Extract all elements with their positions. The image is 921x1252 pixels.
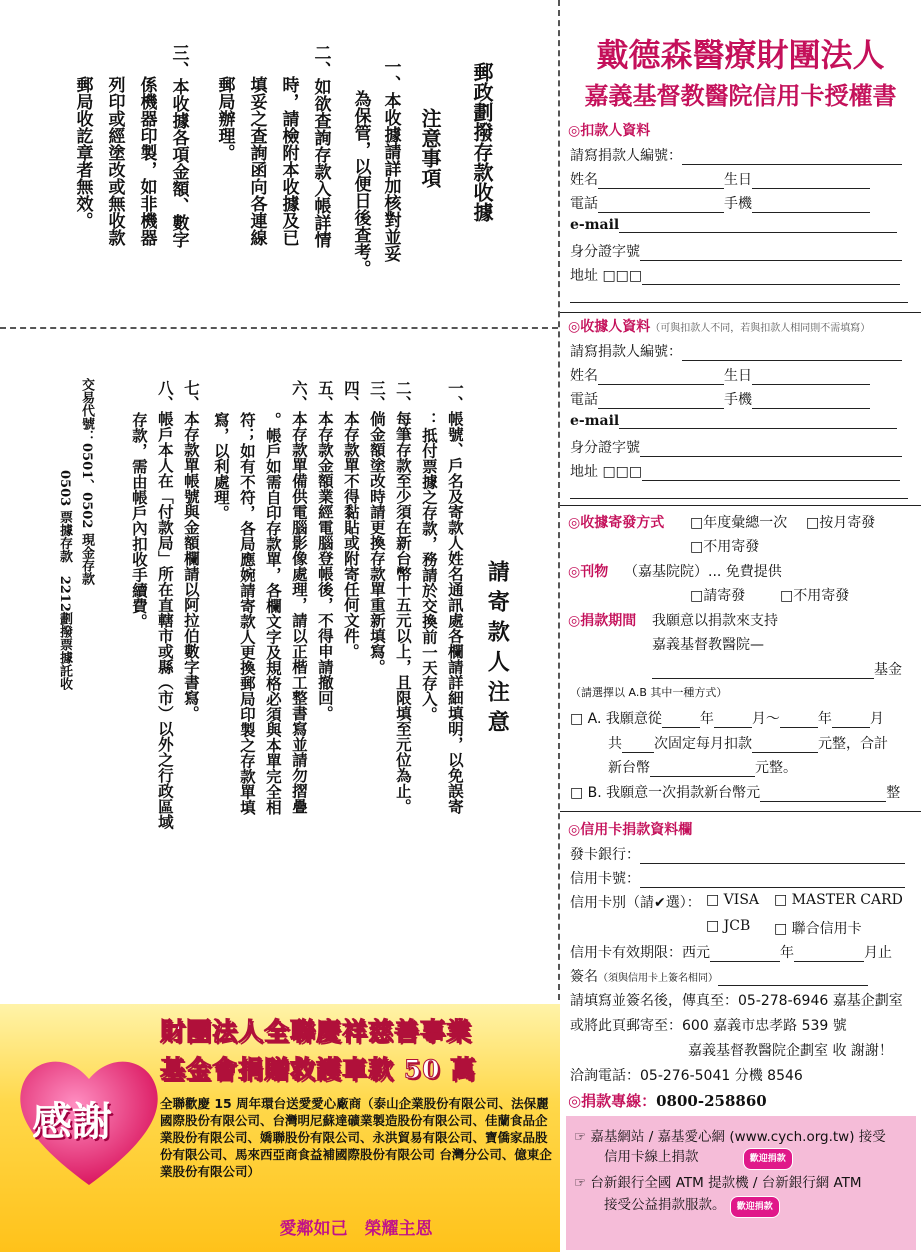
receipt-id-field[interactable] [570, 341, 902, 361]
pointing-hand-icon: ☞ [574, 1129, 587, 1145]
transaction-codes-2: 0503 票據存款 2212劃撥票據託收 [56, 470, 72, 690]
atm-line-1: ☞ 台新銀行全國 ATM 提款機 / 台新銀行網 ATM [574, 1175, 862, 1191]
donor-phone-row[interactable] [570, 193, 870, 213]
card-type-row [570, 892, 701, 912]
inquiry-phone: 洽詢電話：05-276-5041 分機 8546 [570, 1068, 803, 1084]
month-label: 月～ [751, 711, 780, 727]
sender-note-line: 符；如有不符，各局應婉請寄款人更換郵局印製之存款單填 [237, 412, 257, 815]
card-visa-checkbox[interactable]: □ VISA [706, 892, 760, 908]
card-number-field[interactable] [570, 868, 905, 888]
times-label: 共 [608, 736, 622, 752]
sender-note-line: 存款，需由帳戶內扣收手續費。 [129, 412, 149, 629]
phone-label: 電話 [570, 392, 598, 408]
receipt-note-3b: 係機器印製，如非機器 [136, 76, 157, 246]
publication-text: （嘉基院院）... 免費提供 [624, 564, 782, 580]
receipt-subtitle: 注意事項 [418, 108, 442, 188]
year-label: 年 [699, 711, 714, 727]
address-label: 地址 □□□ [570, 268, 643, 284]
phone-label: 電話 [570, 196, 598, 212]
bank-field[interactable] [570, 844, 905, 864]
receipt-section-heading: ◎收據人資料（可與扣款人不同，若與扣款人相同則不需填寫） [568, 319, 871, 335]
mail-method-heading: ◎收據寄發方式 [568, 515, 665, 531]
sender-note-line: 一、帳號、戶名及寄款人姓名通訊處各欄請詳細填明，以免誤寄 [445, 380, 465, 814]
email-label: e-mail [570, 413, 620, 429]
fund-field[interactable] [652, 659, 902, 679]
receipt-address-line-2[interactable] [570, 498, 908, 499]
mobile-label: 手機 [724, 196, 752, 212]
publication-heading: ◎刊物 [568, 564, 609, 580]
donor-address-row[interactable] [570, 265, 900, 285]
year-label: 年 [817, 711, 832, 727]
section-divider [560, 505, 921, 506]
welcome-badge[interactable]: 歡迎捐款 [743, 1148, 793, 1170]
banner-title-2: 基金會捐贈救護車款 50 萬 [160, 1055, 477, 1084]
sender-note-line: 二、每筆存款至少須在新台幣十五元以上，且限填至元位為止。 [393, 380, 413, 814]
sender-note-line: 六、本存款單備供電腦影像處理，請以正楷工整書寫並請勿摺疊 [289, 380, 309, 814]
banner-title-1: 財團法人全聯慶祥慈善事業 [160, 1017, 473, 1046]
hotline-number[interactable]: 0800-258860 [656, 1092, 767, 1110]
donor-name-row[interactable] [570, 169, 870, 189]
expiry-month-label: 月止 [864, 945, 892, 961]
sender-note-line: 五、本存款金額業經電腦登帳後，不得申請撤回。 [315, 380, 335, 721]
cut-line-horizontal [0, 327, 558, 329]
expiry-row[interactable] [570, 942, 892, 962]
sender-note-line: 八、帳戶本人在「付款局」所在直轄市或縣（市）以外之行政區域 [155, 380, 175, 830]
hotline-label: ◎捐款專線： [568, 1092, 657, 1110]
sender-note-line: 四、本存款單不得黏貼或附寄任何文件。 [341, 380, 361, 659]
sender-note-line: 寫，以利處理。 [211, 412, 231, 521]
name-label: 姓名 [570, 368, 598, 384]
period-text: 我願意以捐款來支持 [652, 613, 778, 629]
option-b-label: □ B. 我願意一次捐款新台幣元 [570, 785, 761, 801]
receipt-note-2c: 填妥之查詢函向各連線 [246, 76, 267, 246]
thanks-text: 感謝 [32, 1098, 112, 1145]
sender-note-line: 。帳戶如需自印存款單，各欄文字及規格必須與本單完全相 [263, 412, 283, 815]
sender-note-line: 三、倘金額塗改時請更換存款單重新填寫。 [367, 380, 387, 675]
sender-note-line: ：抵付票據之存款，務請於交換前一天存入。 [419, 412, 439, 722]
idno-label: 身分證字號 [570, 244, 640, 260]
expiry-year-label: 年 [780, 945, 794, 961]
signature-row[interactable] [570, 966, 868, 986]
monthly-label: 次固定每月扣款 [654, 736, 752, 752]
section-divider [560, 312, 921, 313]
receipt-note: （可與扣款人不同，若與扣款人相同則不需填寫） [650, 323, 871, 334]
receipt-idno-row[interactable] [570, 437, 902, 457]
donor-idno-row[interactable] [570, 241, 902, 261]
card-master-checkbox[interactable]: □ MASTER CARD [774, 892, 903, 908]
mail-option-yearly[interactable]: □年度彙總一次 [690, 515, 788, 531]
birthday-label: 生日 [724, 172, 752, 188]
online-line-2: 信用卡線上捐款 歡迎捐款 [604, 1148, 793, 1170]
publication-option-none[interactable]: □不用寄發 [780, 588, 850, 604]
donor-id-field[interactable] [570, 145, 902, 165]
banner-motto: 愛鄰如己 榮耀主恩 [279, 1219, 433, 1239]
address-label: 地址 □□□ [570, 464, 643, 480]
receipt-title: 郵政劃撥存款收據 [470, 62, 494, 222]
receipt-note-3a: 三、本收據各項金額、數字 [168, 44, 189, 248]
card-type-label: 信用卡別（請✔選）： [570, 895, 701, 911]
transaction-codes-1: 交易代號：0501、0502 現金存款 [78, 378, 94, 585]
period-heading: ◎捐款期間 [568, 613, 637, 629]
pointing-hand-icon: ☞ [574, 1175, 587, 1191]
card-section-heading: ◎信用卡捐款資料欄 [568, 822, 693, 838]
card-jcb-checkbox[interactable]: □ JCB [706, 918, 751, 934]
donor-email-row[interactable] [570, 217, 897, 233]
section-divider [560, 811, 921, 812]
banner-body: 全聯歡慶 15 周年環台送愛愛心廠商（泰山企業股份有限公司、法保麗國際股份有限公司、台灣明尼蘇達礦業製造股份有限公司、佳蘭食品企業股份有限公司、嬌聯股份有限公司、永洪貿易有限公司、寶僑家品股份有限公司、馬來西亞商食益補國際股份有限公司 台灣分公司、億東企業股份有限公司） [160, 1096, 552, 1179]
mail-address: 或將此頁郵寄至：600 嘉義市忠孝路 539 號 [570, 1018, 847, 1034]
bank-label: 發卡銀行： [570, 847, 640, 863]
welcome-badge[interactable]: 歡迎捐款 [730, 1196, 780, 1218]
yuan-label: 元整。 [755, 760, 797, 776]
choose-note: （請選擇以 A.B 其中一種方式） [570, 686, 728, 699]
ntd-label: 新台幣 [608, 760, 650, 776]
signature-note: （須與信用卡上簽名相同） [598, 973, 718, 984]
receipt-note-1b: 為保管，以便日後查考。 [350, 90, 371, 277]
expiry-label: 信用卡有效期限：西元 [570, 945, 710, 961]
form-title: 嘉義基督教醫院信用卡授權書 [584, 81, 897, 110]
month-label: 月 [869, 711, 884, 727]
receipt-note-3c: 列印或經塗改或無收款 [104, 76, 125, 246]
sender-note-line: 七、本存款單帳號與金額欄請以阿拉伯數字書寫。 [181, 380, 201, 721]
option-b-row[interactable] [570, 782, 900, 802]
donor-id-label: 請寫捐款人編號： [570, 148, 682, 164]
receipt-note-2d: 郵局辦理。 [214, 76, 235, 161]
card-union-checkbox[interactable]: □ 聯合信用卡 [774, 921, 862, 937]
cut-line-vertical [558, 0, 560, 1000]
mail-option-none[interactable]: □不用寄發 [690, 539, 760, 555]
option-b-end: 整 [886, 785, 901, 801]
sender-notes-title: 請寄款人注意 [484, 560, 511, 740]
online-line-1: ☞ 嘉基網站 / 嘉基愛心網 (www.cych.org.tw) 接受 [574, 1129, 886, 1145]
option-a-label: □ A. 我願意從 [570, 711, 662, 727]
name-label: 姓名 [570, 172, 598, 188]
card-number-label: 信用卡號： [570, 871, 640, 887]
total-label: 元整，合計 [818, 736, 888, 752]
org-name: 戴德森醫療財團法人 [596, 36, 885, 74]
email-label: e-mail [570, 217, 620, 233]
atm-line-2: 接受公益捐款服款。 歡迎捐款 [604, 1196, 780, 1218]
mobile-label: 手機 [724, 392, 752, 408]
donor-id-label: 請寫捐款人編號： [570, 344, 682, 360]
receipt-email-row[interactable] [570, 413, 897, 429]
hotline-row [568, 1090, 767, 1111]
address-line-2[interactable] [570, 302, 908, 303]
option-a-row3[interactable] [608, 757, 797, 777]
option-a-row1[interactable] [570, 708, 884, 728]
option-a-row2[interactable] [608, 733, 888, 753]
idno-label: 身分證字號 [570, 440, 640, 456]
mail-department: 嘉義基督教醫院企劃室 收 謝謝！ [688, 1043, 893, 1059]
fund-label: 基金 [874, 662, 902, 678]
receipt-phone-row[interactable] [570, 389, 870, 409]
receipt-address-row[interactable] [570, 461, 900, 481]
receipt-note-3d: 郵局收訖章者無效。 [72, 76, 93, 229]
publication-option-send[interactable]: □請寄發 [690, 588, 746, 604]
fax-instruction: 請填寫並簽名後，傳真至：05-278-6946 嘉基企劃室 [570, 993, 903, 1009]
mail-option-monthly[interactable]: □按月寄發 [806, 515, 876, 531]
receipt-note-1a: 一、本收據請詳加核對並妥 [380, 58, 401, 262]
period-org: 嘉義基督教醫院— [652, 637, 764, 653]
signature-label: 簽名 [570, 969, 598, 985]
birthday-label: 生日 [724, 368, 752, 384]
receipt-note-2a: 二、如欲查詢存款入帳詳情 [310, 44, 331, 248]
receipt-name-row[interactable] [570, 365, 870, 385]
receipt-note-2b: 時，請檢附本收據及已 [278, 76, 299, 246]
donor-section-heading: ◎扣款人資料 [568, 123, 651, 139]
